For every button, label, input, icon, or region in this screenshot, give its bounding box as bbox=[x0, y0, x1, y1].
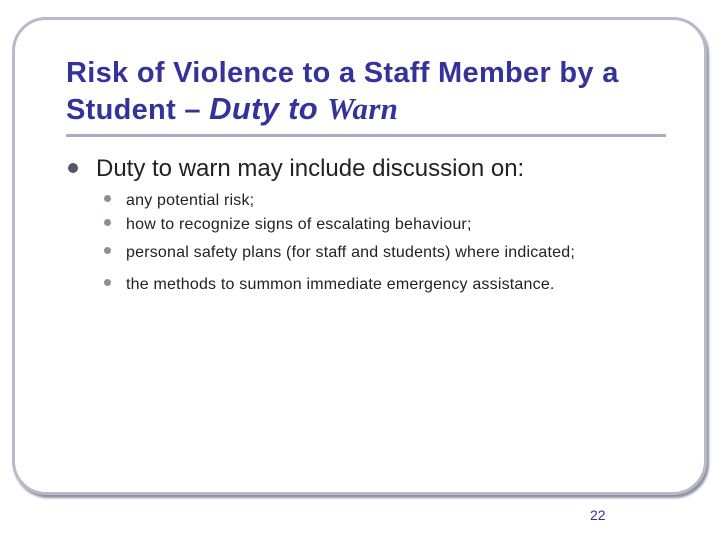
sub-bullet-icon bbox=[104, 247, 111, 254]
title-italic bbox=[209, 91, 398, 126]
sub-bullet-item bbox=[104, 275, 664, 295]
sub-bullet-item bbox=[104, 243, 664, 263]
sub-bullet-item bbox=[104, 191, 664, 211]
sub-bullet-list bbox=[104, 186, 664, 295]
page-number: 22 bbox=[590, 507, 606, 523]
sub-bullet-icon bbox=[104, 195, 111, 202]
sub-bullet-item bbox=[104, 215, 664, 235]
main-bullet-text: Duty to warn may include discussion on: bbox=[96, 155, 525, 182]
title-italic-part2: Warn bbox=[326, 91, 399, 126]
slide-title bbox=[66, 55, 676, 128]
sub-bullet-icon bbox=[104, 219, 111, 226]
sub-bullet-text: how to recognize signs of escalating behaviour; bbox=[126, 216, 472, 233]
sub-bullet-text: any potential risk; bbox=[126, 192, 255, 209]
title-divider bbox=[66, 134, 666, 137]
bullet-icon bbox=[68, 163, 78, 173]
sub-bullet-text: the methods to summon immediate emergency assistance. bbox=[126, 276, 555, 293]
sub-bullet-text: personal safety plans (for staff and students) where indicated; bbox=[126, 244, 575, 261]
sub-bullet-icon bbox=[104, 279, 111, 286]
title-italic-part1: Duty to bbox=[209, 91, 327, 126]
title-plain: Risk of Violence to a Staff Member by a Student – bbox=[66, 57, 619, 126]
